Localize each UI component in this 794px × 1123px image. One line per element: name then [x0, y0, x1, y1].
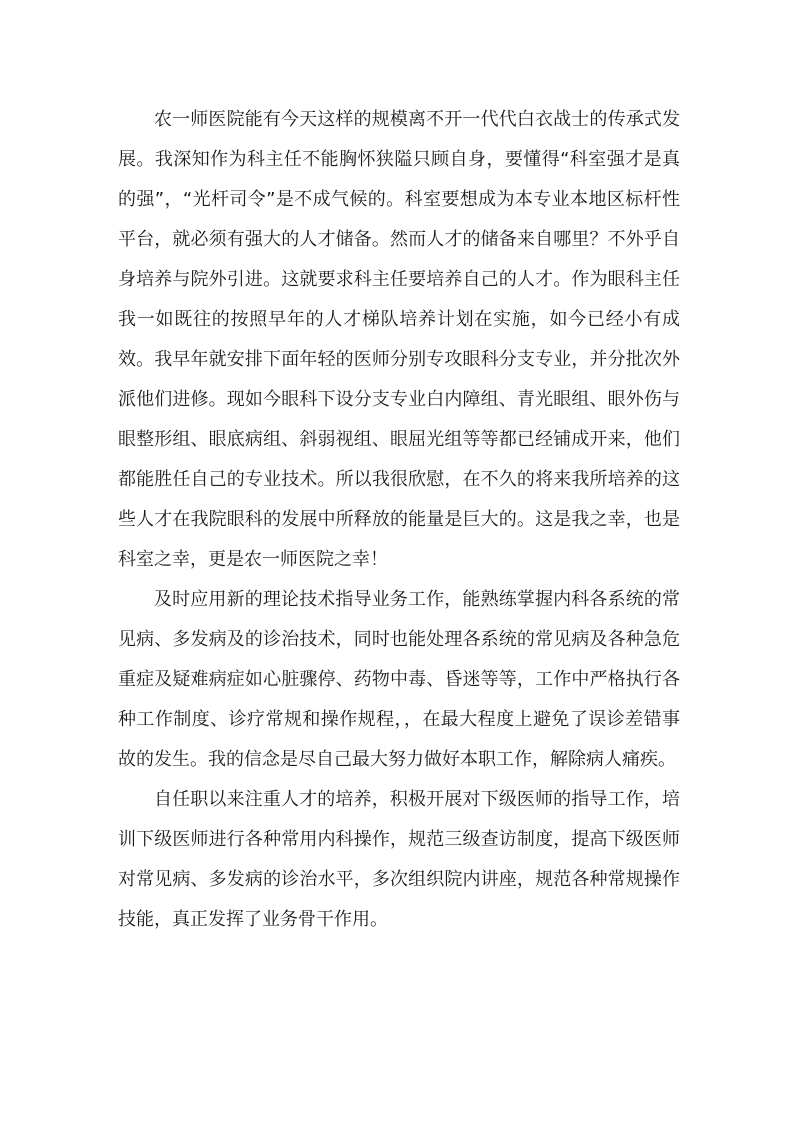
- paragraph-2: 及时应用新的理论技术指导业务工作，能熟练掌握内科各系统的常见病、多发病及的诊治技术，同时也能处理各系统的常见病及各种急危重症及疑难病症如心脏骤停、药物中毒、昏迷等等，工作中严格执行各种工作制度、诊疗常规和操作规程，，在最大程度上避免了误诊差错事故的发生。我的信念是尽自己最大努力做好本职工作，解除病人痛疾。: [118, 589, 680, 770]
- paragraph-1: 农一师医院能有今天这样的规模离不开一代代白衣战士的传承式发展。我深知作为科主任不能胸怀狭隘只顾自身，要懂得“科室强才是真的强”，“光杆司令”是不成气候的。科室要想成为本专业本地区标杆性平台，就必须有强大的人才储备。然而人才的储备来自哪里？不外乎自身培养与院外引进。这就要求科主任要培养自己的人才。作为眼科主任我一如既往的按照早年的人才梯队培养计划在实施，如今已经小有成效。我早年就安排下面年轻的医师分别专攻眼科分支专业，并分批次外派他们进修。现如今眼科下设分支专业白内障组、青光眼组、眼外伤与眼整形组、眼底病组、斜弱视组、眼屈光组等等都已经铺成开来，他们都能胜任自己的专业技术。所以我很欣慰，在不久的将来我所培养的这些人才在我院眼科的发展中所释放的能量是巨大的。这是我之幸，也是科室之幸，更是农一师医院之幸！: [118, 109, 680, 570]
- paragraph-3: 自任职以来注重人才的培养，积极开展对下级医师的指导工作，培训下级医师进行各种常用内科操作，规范三级查访制度，提高下级医师对常见病、多发病的诊治水平，多次组织院内讲座，规范各种常规操作技能，真正发挥了业务骨干作用。: [118, 789, 680, 930]
- document-body: [118, 100, 680, 940]
